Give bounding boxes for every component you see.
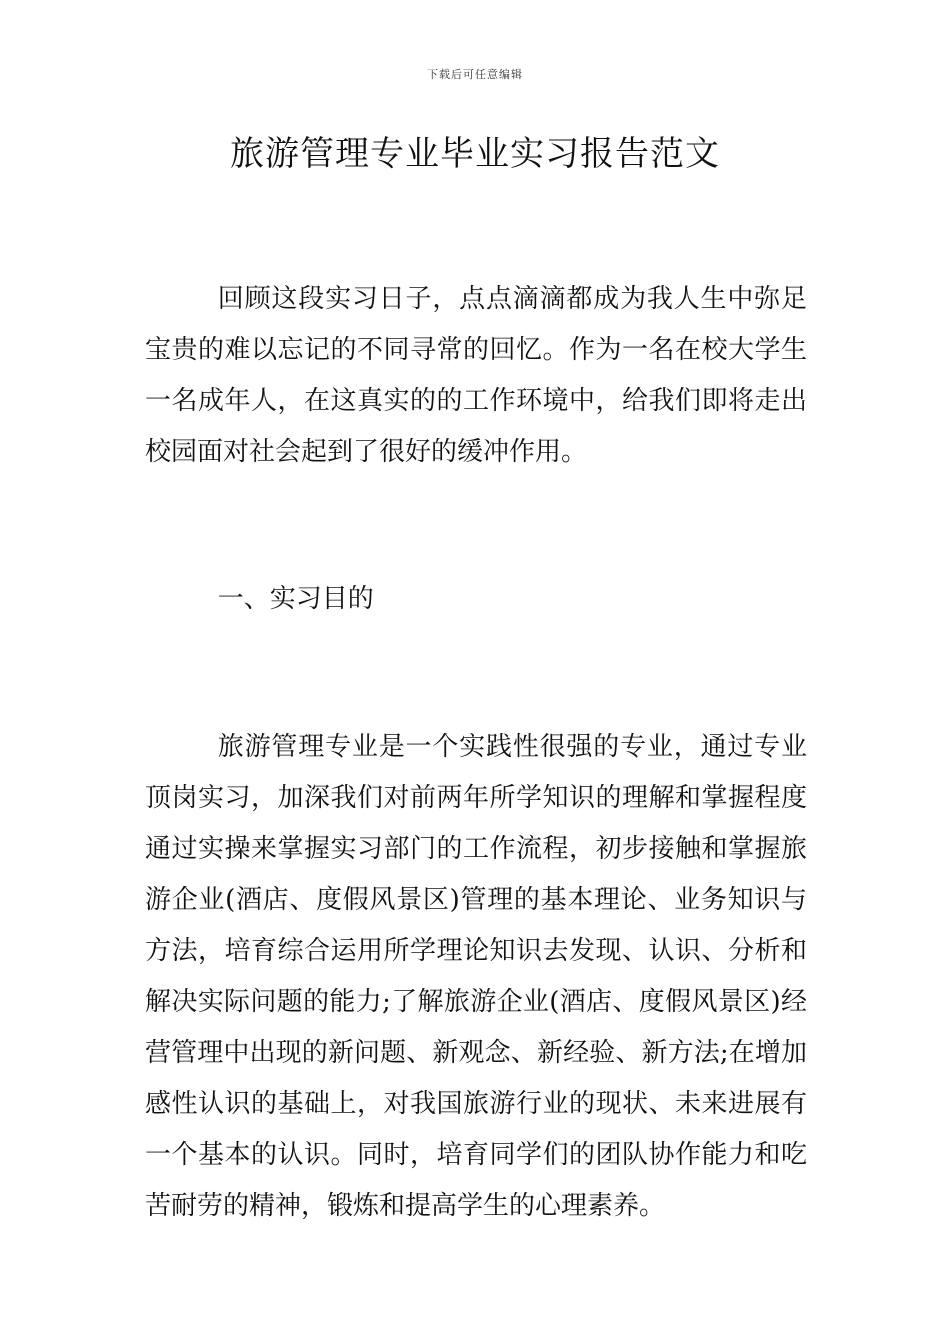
- section-paragraph-internship-purpose: 旅游管理专业是一个实践性很强的专业，通过专业顶岗实习，加深我们对前两年所学知识的理解和掌握程度通过实操来掌握实习部门的工作流程，初步接触和掌握旅游企业(酒店、度假风景区)管理的基本理论、业务知识与方法，培育综合运用所学理论知识去发现、认识、分析和解决实际问题的能力;了解旅游企业(酒店、度假风景区)经营管理中出现的新问题、新观念、新经验、新方法;在增加感性认识的基础上，对我国旅游行业的现状、未来进展有一个基本的认识。同时，培育同学们的团队协作能力和吃苦耐劳的精神，锻炼和提高学生的心理素养。: [145, 732, 807, 1221]
- intro-paragraph: 回顾这段实习日子，点点滴滴都成为我人生中弥足宝贵的难以忘记的不同寻常的回忆。作为一名在校大学生一名成年人，在这真实的的工作环境中，给我们即将走出校园面对社会起到了很好的缓冲作用。: [145, 284, 807, 467]
- document-title: 旅游管理专业毕业实习报告范文: [230, 134, 720, 174]
- section-heading-internship-purpose: 一、实习目的: [217, 584, 374, 614]
- page-header-note: 下载后可任意编辑: [427, 68, 523, 81]
